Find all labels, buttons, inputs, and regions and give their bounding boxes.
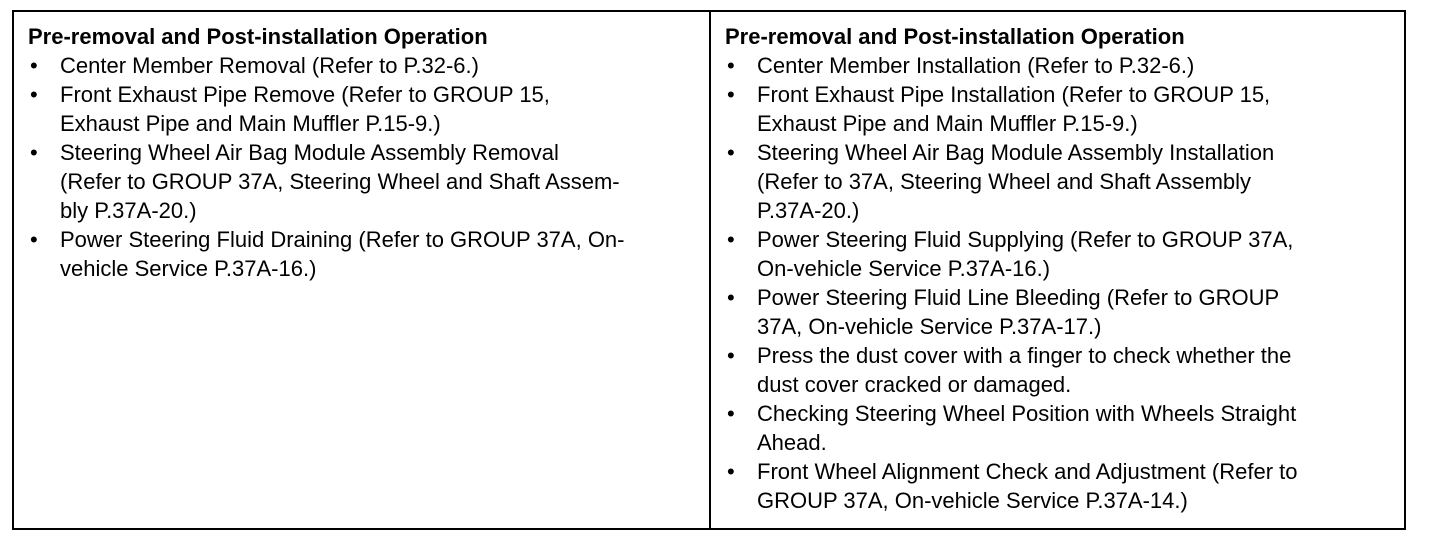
list-item [725, 399, 1390, 457]
bullet-icon: • [727, 285, 735, 310]
bullet-icon: • [727, 343, 735, 368]
installation-column [711, 12, 1404, 528]
item-text-line: P.37A-20.) [757, 198, 860, 223]
removal-column [14, 12, 711, 528]
bullet-icon: • [30, 82, 38, 107]
item-text-line: (Refer to GROUP 37A, Steering Wheel and Shaft Assem- [60, 169, 620, 194]
item-text-line: Exhaust Pipe and Main Muffler P.15-9.) [60, 111, 441, 136]
item-text-line: Front Wheel Alignment Check and Adjustment (Refer to [757, 459, 1298, 484]
bullet-icon: • [727, 459, 735, 484]
item-text-line: Steering Wheel Air Bag Module Assembly Installation [757, 140, 1275, 165]
item-text-line: Checking Steering Wheel Position with Wheels Straight [757, 401, 1297, 426]
bullet-icon: • [30, 140, 38, 165]
item-text-line: Exhaust Pipe and Main Muffler P.15-9.) [757, 111, 1138, 136]
bullet-icon: • [727, 140, 735, 165]
installation-list [725, 51, 1390, 515]
bullet-icon: • [727, 401, 735, 426]
item-text-line: On-vehicle Service P.37A-16.) [757, 256, 1051, 281]
column-heading: Pre-removal and Post-installation Operation [725, 24, 1185, 49]
list-item [725, 457, 1390, 515]
item-text-line: bly P.37A-20.) [60, 198, 197, 223]
list-item [28, 51, 695, 80]
removal-list [28, 51, 695, 283]
list-item [725, 341, 1390, 399]
bullet-icon: • [30, 227, 38, 252]
list-item [28, 80, 695, 138]
item-text-line: 37A, On-vehicle Service P.37A-17.) [757, 314, 1102, 339]
item-text-line: Press the dust cover with a finger to check whether the [757, 343, 1292, 368]
list-item [725, 225, 1390, 283]
operation-table [12, 10, 1406, 530]
bullet-icon: • [727, 227, 735, 252]
item-text-line: Power Steering Fluid Draining (Refer to GROUP 37A, On- [60, 227, 625, 252]
bullet-icon: • [30, 53, 38, 78]
column-heading: Pre-removal and Post-installation Operation [28, 24, 488, 49]
list-item [725, 51, 1390, 80]
item-text-line: Front Exhaust Pipe Remove (Refer to GROUP 15, [60, 82, 550, 107]
item-text-line: Steering Wheel Air Bag Module Assembly Removal [60, 140, 559, 165]
item-text-line: Front Exhaust Pipe Installation (Refer to GROUP 15, [757, 82, 1271, 107]
item-text-line: Power Steering Fluid Line Bleeding (Refer to GROUP [757, 285, 1280, 310]
list-item [28, 138, 695, 225]
item-text-line: (Refer to 37A, Steering Wheel and Shaft Assembly [757, 169, 1252, 194]
item-text-line: GROUP 37A, On-vehicle Service P.37A-14.) [757, 488, 1188, 513]
list-item [725, 138, 1390, 225]
item-text-line: Center Member Removal (Refer to P.32-6.) [60, 53, 479, 78]
item-text-line: dust cover cracked or damaged. [757, 372, 1072, 397]
item-text-line: Center Member Installation (Refer to P.32-6.) [757, 53, 1195, 78]
item-text-line: vehicle Service P.37A-16.) [60, 256, 317, 281]
bullet-icon: • [727, 82, 735, 107]
list-item [725, 283, 1390, 341]
item-text-line: Ahead. [757, 430, 827, 455]
list-item [725, 80, 1390, 138]
list-item [28, 225, 695, 283]
item-text-line: Power Steering Fluid Supplying (Refer to GROUP 37A, [757, 227, 1294, 252]
bullet-icon: • [727, 53, 735, 78]
